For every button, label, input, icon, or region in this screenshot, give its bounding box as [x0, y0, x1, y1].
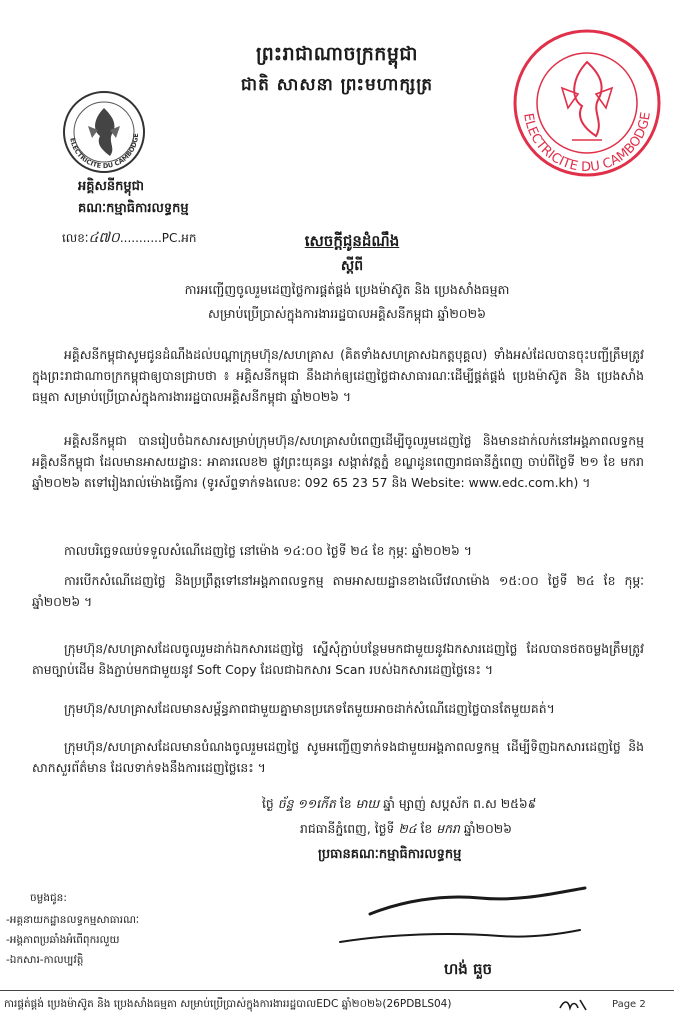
- ref-suffix: ...........PC.អក: [119, 231, 197, 245]
- lunar-month-handwritten: មាឃ: [355, 796, 380, 811]
- signatory-name: ហង់ ធួច: [444, 960, 493, 978]
- footer-divider: [0, 990, 674, 991]
- org-name: អគ្គិសនីកម្ពុជា: [78, 179, 145, 194]
- logo-text: ELECTRICITE DU CAMBODGE: [68, 133, 141, 171]
- subject-line-2: សម្រាប់ប្រើប្រាស់ក្នុងការងាររដ្ឋបាលអគ្គិសនីកម្ពុជា ឆ្នាំ២០២៦: [208, 306, 486, 321]
- subject-line-1: ការអញ្ជើញចូលរួមដេញថ្លៃការផ្គត់ផ្គង់ ប្រេងម៉ាស៊ូត និង ប្រេងសាំងធម្មតា: [184, 282, 510, 297]
- footer-text: ការផ្គត់ផ្គង់ ប្រេងម៉ាស៊ូត និង ប្រេងសាំងធម្មតា សម្រាប់ប្រើប្រាស់ក្នុងការងាររដ្ឋបាលEDC ឆ្នាំ២០២៦(26PDBLS04): [4, 998, 452, 1010]
- cc-label: ចម្លងជូន:: [30, 892, 67, 904]
- edc-stamp: [512, 28, 662, 178]
- paragraph-contact: ក្រុមហ៊ុន/សហគ្រាសដែលមានបំណងចូលរួមដេញថ្លៃ សូមអញ្ជើញទាក់ទងជាមួយអង្គភាពលទ្ធកម្ម ដើម្បីទិញឯកសារដេញថ្លៃ និងសាកសួរព័ត៌មាន ដែលទាក់ទងនឹងការដេញថ្លៃនេះ ។: [32, 739, 644, 775]
- paragraph-affiliates: ក្រុមហ៊ុន/សហគ្រាសដែលមានសម្ព័ន្ធភាពជាមួយគ្នាមានប្រភេទតែមួយអាចដាក់សំណើដេញថ្លៃបានតែមួយគត់។: [64, 701, 555, 716]
- solar-month-handwritten: មករា: [436, 821, 460, 836]
- handwritten-signature: [330, 884, 590, 954]
- edc-logo: [62, 90, 146, 174]
- notice-subtitle: ស្ដីពី: [340, 258, 364, 274]
- paragraph-copies: ក្រុមហ៊ុន/សហគ្រាសដែលចូលរួមដាក់ឯកសារដេញថ្លៃ ស្នើសុំភ្ជាប់បន្ថែមមកជាមួយនូវឯកសារដេញថ្លៃ ដែលបានថតចម្លងត្រឹមត្រូវតាមច្បាប់ដើម និងភ្ជាប់មកជាមួយនូវ Soft Copy ដែលជាឯកសារ Scan របស់ឯកសារដេញថ្លៃនេះ ។: [32, 641, 644, 677]
- solar-day-handwritten: ២៤: [398, 821, 417, 836]
- paragraph-intro: អគ្គិសនីកម្ពុជាសូមជូនដំណឹងដល់បណ្ដាក្រុមហ៊ុន/សហគ្រាស (គិតទាំងសហគ្រាសឯកត្តបុគ្គល) ទាំងអស់ដែលបានចុះបញ្ជីត្រឹមត្រូវក្នុងព្រះរាជាណាចក្រកម្ពុជាឲ្យបានជ្រាបថា ៖ អគ្គិសនីកម្ពុជា នឹងដាក់ឲ្យដេញថ្លៃជាសាធារណៈដើម្បីផ្គត់ផ្គង់ ប្រេងម៉ាស៊ូត និង ប្រេងសាំងធម្មតា សម្រាប់ប្រើប្រាស់ក្នុងការងាររដ្ឋបាលអគ្គិសនីកម្ពុជា ឆ្នាំ២០២៦ ។: [32, 347, 644, 404]
- stamp-text: ELECTRICITE DU CAMBODGE: [520, 111, 654, 176]
- lunar-date: ថ្ងៃ ច័ន្ទ ១១កើត ខែ មាឃ ឆ្នាំ ម្សាញ់ សប្តស័ក ព.ស ២៥៦៩: [262, 796, 537, 811]
- org-committee: គណៈកម្មាធិការលទ្ធកម្ម: [78, 201, 189, 216]
- lunar-day-handwritten: ច័ន្ទ ១១កើត: [277, 796, 336, 811]
- ref-number: ៤៧០: [88, 230, 120, 246]
- footer-initials: [558, 996, 588, 1014]
- cc-item: -អគ្គនាយកដ្ឋានលទ្ធកម្មសាធារណៈ: [6, 914, 140, 926]
- page-number: Page 2: [612, 999, 646, 1010]
- national-motto: ជាតិ សាសនា ព្រះមហាក្សត្រ: [240, 75, 434, 95]
- signatory-title: ប្រធានគណៈកម្មាធិការលទ្ធកម្ម: [318, 847, 462, 862]
- ref-prefix: លេខៈ: [62, 231, 89, 245]
- paragraph-documents: អគ្គិសនីកម្ពុជា បានរៀបចំឯកសារសម្រាប់ក្រុមហ៊ុន/សហគ្រាសបំពេញដើម្បីចូលរួមដេញថ្លៃ និងមានដាក់លក់នៅអង្គភាពលទ្ធកម្មអគ្គិសនីកម្ពុជា ដែលមានអាសយដ្ឋាន: អាគារលេខ២ ផ្លូវព្រះយុគន្ធរ សង្កាត់វត្តភ្នំ ខណ្ឌដូនពេញរាជធានីភ្នំពេញ ចាប់ពីថ្ងៃទី ២១ ខែ មករា ឆ្នាំ២០២៦ តទៅរៀងរាល់ម៉ោងធ្វើការ (ទូរស័ព្ទទាក់ទងលេខៈ 092 65 23 57 និង Website: www.edc.com.kh) ។: [32, 433, 644, 490]
- solar-date: រាជធានីភ្នំពេញ, ថ្ងៃទី ២៤ ខែ មករា ឆ្នាំ២០២៦: [300, 821, 512, 836]
- cc-item: -ឯកសារ-កាលប្បវត្តិ: [6, 954, 84, 966]
- notice-title: សេចក្ដីជូនដំណឹង: [304, 232, 400, 250]
- paragraph-opening: ការបើកសំណើដេញថ្លៃ និងប្រព្រឹត្តទៅនៅអង្គភាពលទ្ធកម្ម តាមអាសយដ្ឋានខាងលើវេលាម៉ោង ១៥:០០ ថ្ងៃទី ២៤ ខែ កុម្ភៈ ឆ្នាំ២០២៦ ។: [32, 573, 644, 609]
- paragraph-deadline: កាលបរិច្ឆេទឈប់ទទួលសំណើដេញថ្លៃ នៅម៉ោង ១៤:០០ ថ្ងៃទី ២៤ ខែ កុម្ភៈ ឆ្នាំ២០២៦ ។: [64, 543, 472, 558]
- cc-item: -អង្គភាពប្រឆាំងអំពើពុករលួយ: [6, 934, 120, 946]
- kingdom-header: ព្រះរាជាណាចក្រកម្ពុជា: [256, 43, 418, 65]
